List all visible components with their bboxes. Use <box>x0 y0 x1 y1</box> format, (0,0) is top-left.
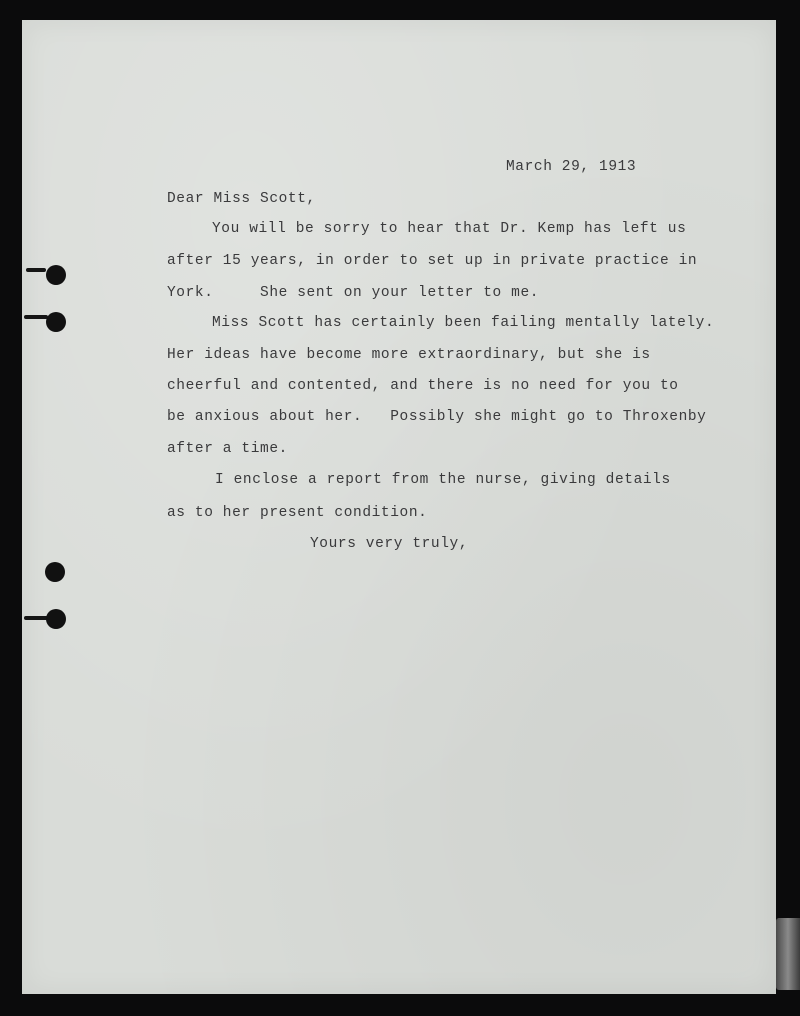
punch-hole <box>46 609 66 629</box>
body-line-4: Miss Scott has certainly been failing mentally lately. <box>212 315 715 331</box>
body-line-5: Her ideas have become more extraordinary, but she is <box>167 347 651 363</box>
binding-string <box>26 268 46 272</box>
letter-page <box>22 20 776 994</box>
body-line-1: You will be sorry to hear that Dr. Kemp has left us <box>212 221 687 237</box>
body-line-7: be anxious about her. Possibly she might go to Throxenby <box>167 409 707 425</box>
scanner-edge-tab <box>776 918 800 990</box>
punch-hole <box>45 562 65 582</box>
body-line-10: as to her present condition. <box>167 505 428 521</box>
binding-string <box>24 315 48 319</box>
punch-hole <box>46 312 66 332</box>
body-line-8: after a time. <box>167 441 288 457</box>
letter-date: March 29, 1913 <box>506 159 637 175</box>
punch-hole <box>46 265 66 285</box>
body-line-9: I enclose a report from the nurse, giving details <box>215 472 671 488</box>
binding-string <box>24 616 48 620</box>
letter-closing: Yours very truly, <box>310 536 469 552</box>
body-line-2: after 15 years, in order to set up in private practice in <box>167 253 698 269</box>
body-line-6: cheerful and contented, and there is no need for you to <box>167 378 679 394</box>
body-line-3: York. She sent on your letter to me. <box>167 285 540 301</box>
letter-salutation: Dear Miss Scott, <box>167 191 316 207</box>
